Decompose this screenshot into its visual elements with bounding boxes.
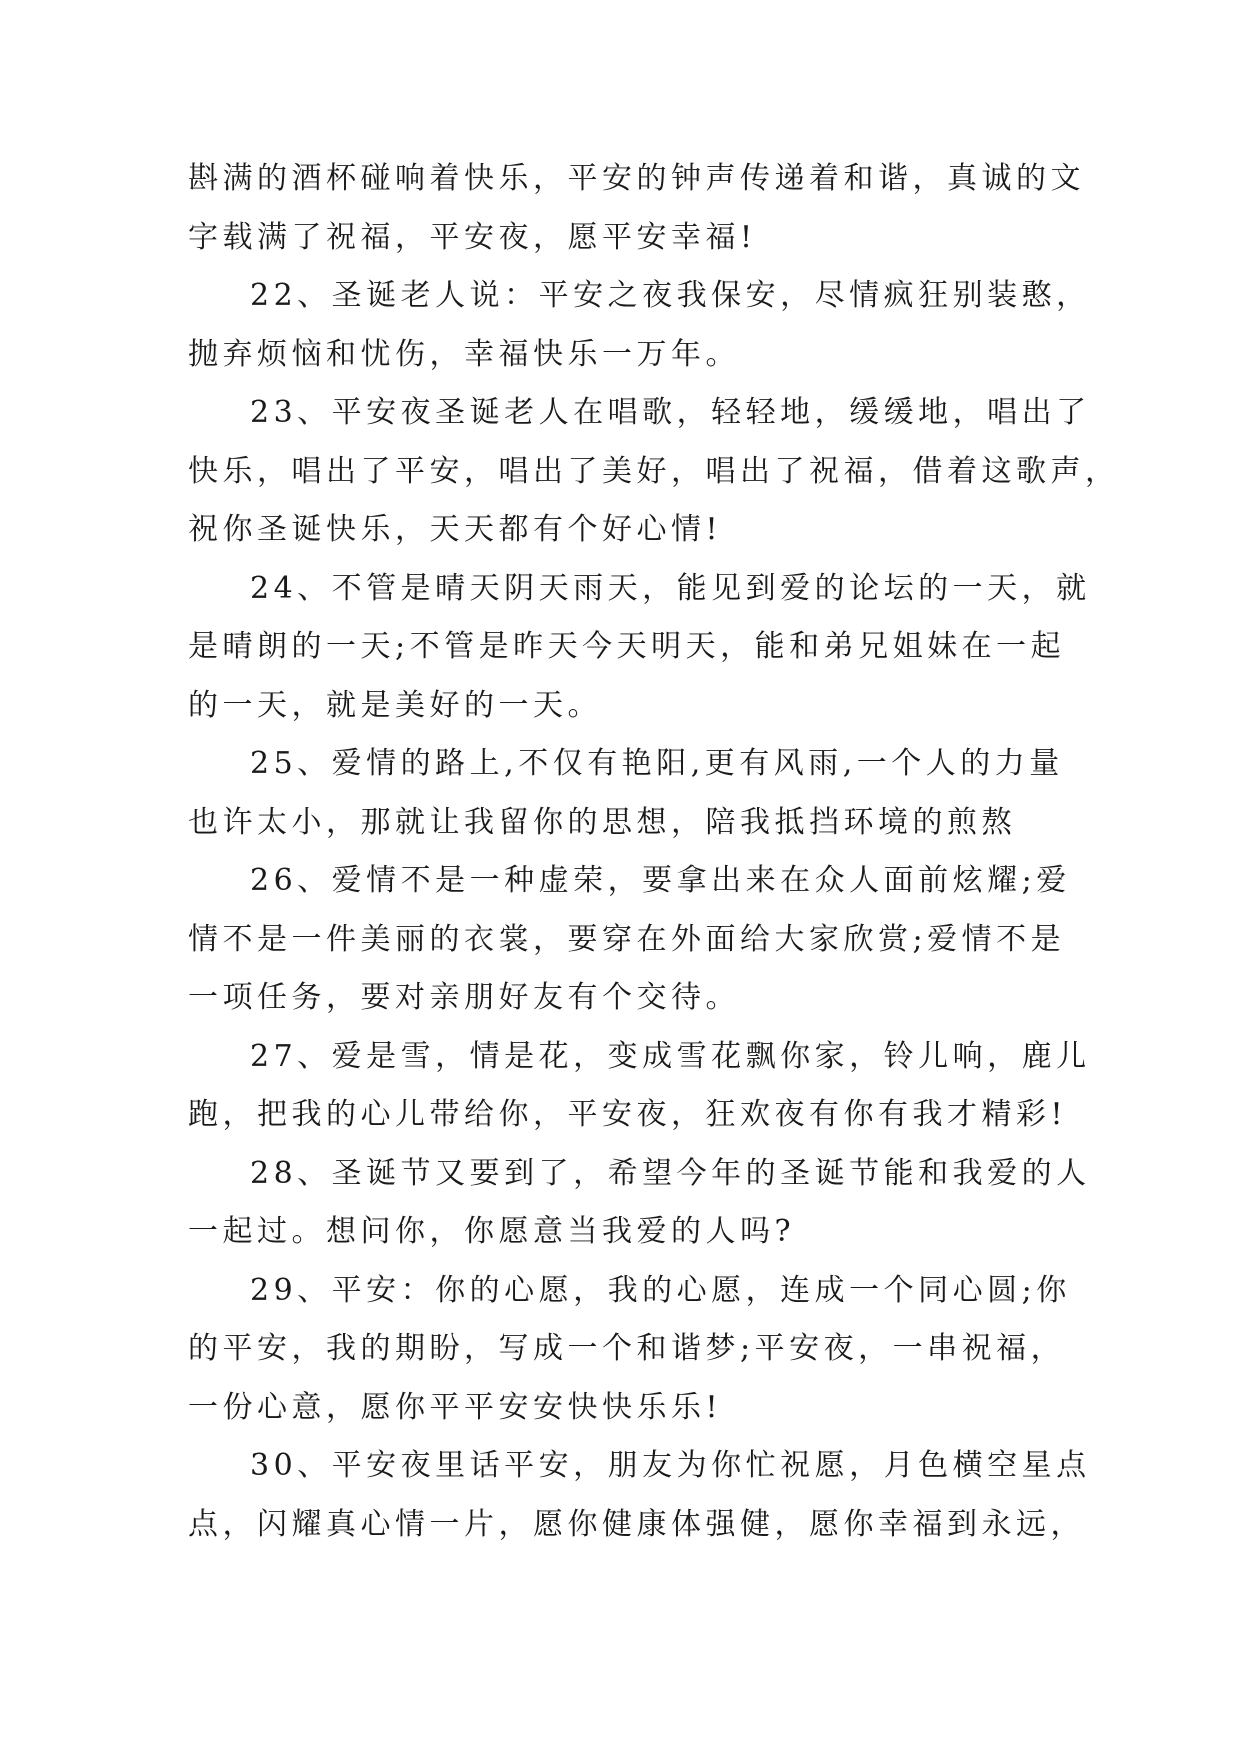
paragraph-21-continued (188, 150, 1085, 267)
text-line: 情不是一件美丽的衣裳，要穿在外面给大家欣赏;爱情不是 (188, 921, 1066, 957)
document-body (188, 150, 1120, 1554)
text-line: 快乐，唱出了平安，唱出了美好，唱出了祝福，借着这歌声， (188, 453, 1120, 489)
text-line: 一份心意，愿你平平安安快快乐乐! (188, 1389, 723, 1425)
text-line: 一项任务，要对亲朋好友有个交待。 (188, 980, 740, 1015)
text-line: 跑，把我的心儿带给你，平安夜，狂欢夜有你有我才精彩! (188, 1097, 1068, 1132)
text-line: 28、圣诞节又要到了，希望今年的圣诞节能和我爱的人 (250, 1155, 1091, 1191)
text-line: 也许太小，那就让我留你的思想，陪我抵挡环境的煎熬 (188, 804, 1016, 840)
text-line: 祝你圣诞快乐，天天都有个好心情! (188, 512, 723, 547)
paragraph-27 (188, 1028, 1091, 1145)
paragraph-28 (188, 1145, 1091, 1262)
text-line: 的平安，我的期盼，写成一个和谐梦;平安夜，一串祝福， (188, 1331, 1066, 1366)
text-line: 25、爱情的路上,不仅有艳阳,更有风雨,一个人的力量 (250, 746, 1064, 781)
text-line: 的一天，就是美好的一天。 (188, 687, 602, 723)
paragraph-23 (188, 384, 1120, 560)
text-line: 点，闪耀真心情一片，愿你健康体强健，愿你幸福到永远， (188, 1506, 1085, 1542)
text-line: 一起过。想问你，你愿意当我爱的人吗? (188, 1214, 796, 1249)
paragraph-26 (188, 852, 1071, 1028)
text-line: 30、平安夜里话平安，朋友为你忙祝愿，月色横空星点 (250, 1448, 1091, 1483)
paragraph-25 (188, 735, 1064, 852)
text-line: 是晴朗的一天;不管是昨天今天明天，能和弟兄姐妹在一起 (188, 629, 1066, 664)
paragraph-24 (188, 560, 1091, 736)
text-line: 29、平安：你的心愿，我的心愿，连成一个同心圆;你 (250, 1272, 1071, 1308)
paragraph-30 (188, 1437, 1091, 1554)
paragraph-22 (188, 267, 1091, 384)
text-line: 26、爱情不是一种虚荣，要拿出来在众人面前炫耀;爱 (250, 863, 1071, 898)
text-line: 27、爱是雪，情是花，变成雪花飘你家，铃儿响，鹿儿 (250, 1038, 1091, 1074)
text-line: 22、圣诞老人说：平安之夜我保安，尽情疯狂别装憨， (250, 278, 1091, 313)
text-line: 23、平安夜圣诞老人在唱歌，轻轻地，缓缓地，唱出了 (250, 395, 1091, 430)
text-line: 斟满的酒杯碰响着快乐，平安的钟声传递着和谐，真诚的文 (188, 161, 1085, 196)
paragraph-29 (188, 1262, 1071, 1438)
text-line: 字载满了祝福，平安夜，愿平安幸福! (188, 219, 757, 255)
text-line: 24、不管是晴天阴天雨天，能见到爱的论坛的一天，就 (250, 570, 1091, 606)
text-line: 抛弃烦恼和忧伤，幸福快乐一万年。 (188, 336, 740, 372)
